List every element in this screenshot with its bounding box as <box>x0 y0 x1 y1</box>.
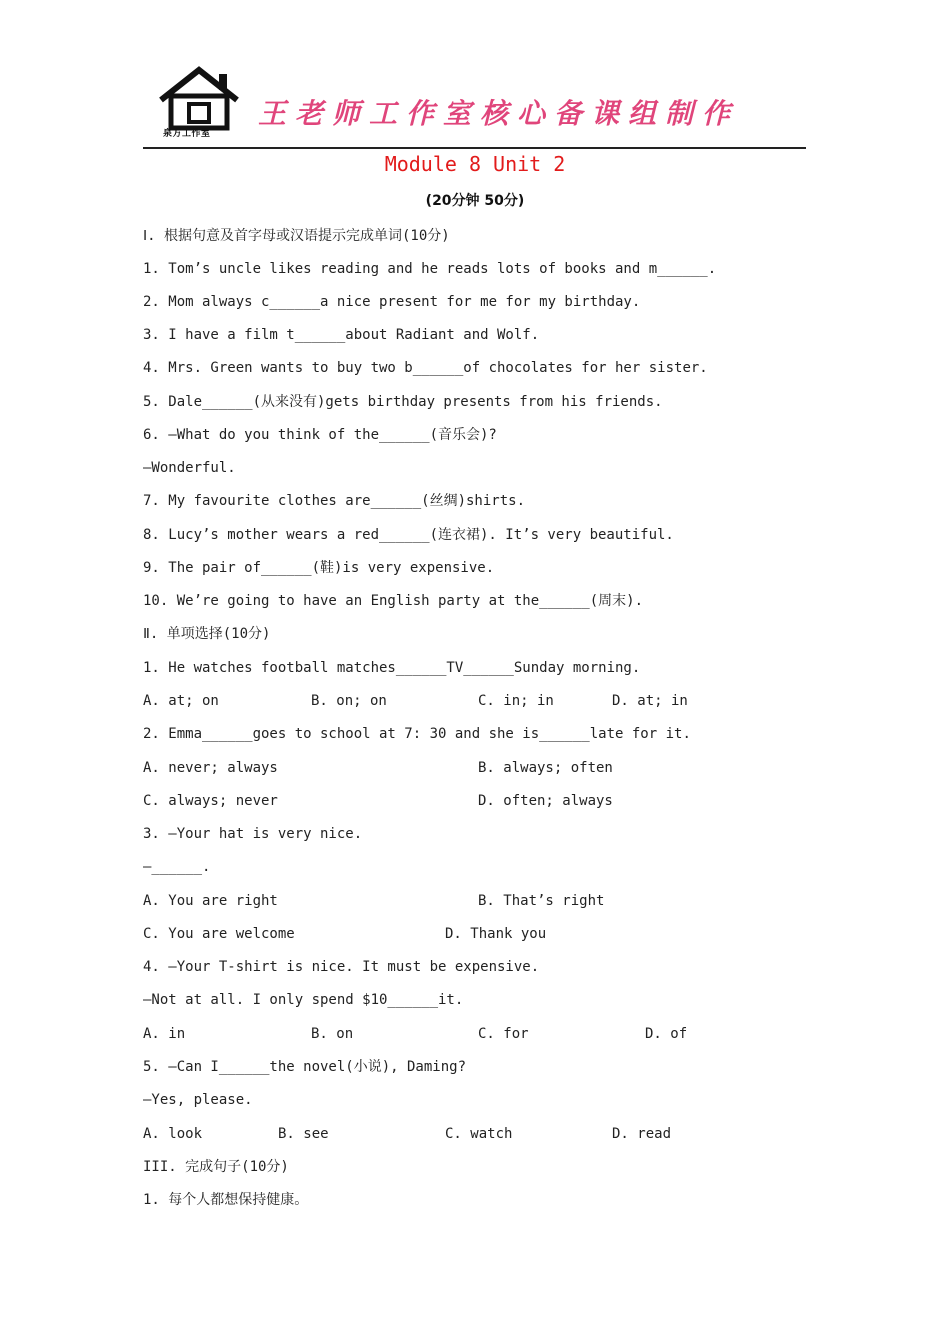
option-d: D. often; always <box>478 793 613 809</box>
question-line: 2. Mom always c______a nice present for me for my birthday. <box>143 294 641 310</box>
option-a: A. look <box>143 1126 203 1142</box>
option-b: B. on; on <box>311 693 387 709</box>
question-line: 2. Emma______goes to school at 7: 30 and she is______late for it. <box>143 726 691 742</box>
answer-line: —Not at all. I only spend $10______it. <box>143 992 464 1008</box>
option-b: B. That’s right <box>478 893 605 909</box>
page-header <box>143 62 806 150</box>
question-line: 4. —Your T-shirt is nice. It must be expensive. <box>143 959 540 975</box>
answer-line: —______. <box>143 859 211 875</box>
question-line: 10. We’re going to have an English party at the______(周末). <box>143 593 644 609</box>
option-d: D. at; in <box>612 693 688 709</box>
option-b: B. on <box>311 1026 354 1042</box>
option-c: C. always; never <box>143 793 278 809</box>
option-d: D. Thank you <box>445 926 547 942</box>
question-line: 1. He watches football matches______TV______Sunday morning. <box>143 660 641 676</box>
option-a: A. at; on <box>143 693 219 709</box>
option-c: C. watch <box>445 1126 513 1142</box>
section-2-heading: Ⅱ. 单项选择(10分) <box>143 626 271 642</box>
option-c: C. in; in <box>478 693 554 709</box>
question-line: 3. I have a film t______about Radiant and Wolf. <box>143 327 540 343</box>
option-d: D. of <box>645 1026 688 1042</box>
section-3-heading: III. 完成句子(10分) <box>143 1159 289 1175</box>
logo-caption: 泉方工作室 <box>163 129 211 139</box>
question-line: 9. The pair of______(鞋)is very expensive. <box>143 560 495 576</box>
answer-line: —Wonderful. <box>143 460 236 476</box>
option-c: C. You are welcome <box>143 926 295 942</box>
question-line: 5. Dale______(从来没有)gets birthday presents from his friends. <box>143 394 663 410</box>
question-line: 3. —Your hat is very nice. <box>143 826 363 842</box>
question-line: 7. My favourite clothes are______(丝绸)shirts. <box>143 493 526 509</box>
brand-banner: 王老师工作室核心备课组制作 <box>258 97 740 130</box>
option-a: A. You are right <box>143 893 278 909</box>
section-1-heading: Ⅰ. 根据句意及首字母或汉语提示完成单词(10分) <box>143 228 450 244</box>
question-line: 4. Mrs. Green wants to buy two b______of chocolates for her sister. <box>143 360 708 376</box>
option-b: B. see <box>278 1126 329 1142</box>
answer-line: —Yes, please. <box>143 1092 253 1108</box>
option-d: D. read <box>612 1126 672 1142</box>
option-b: B. always; often <box>478 760 613 776</box>
page-subtitle: (20分钟 50分) <box>425 193 525 209</box>
question-line: 8. Lucy’s mother wears a red______(连衣裙). It’s very beautiful. <box>143 527 674 543</box>
question-line: 6. —What do you think of the______(音乐会)? <box>143 427 497 443</box>
question-line: 1. Tom’s uncle likes reading and he reads lots of books and m______. <box>143 261 717 277</box>
header-divider <box>143 147 806 149</box>
option-a: A. never; always <box>143 760 278 776</box>
option-a: A. in <box>143 1026 186 1042</box>
question-line: 1. 每个人都想保持健康。 <box>143 1192 309 1208</box>
question-line: 5. —Can I______the novel(小说), Daming? <box>143 1059 467 1075</box>
page-title: Module 8 Unit 2 <box>384 152 566 176</box>
option-c: C. for <box>478 1026 529 1042</box>
